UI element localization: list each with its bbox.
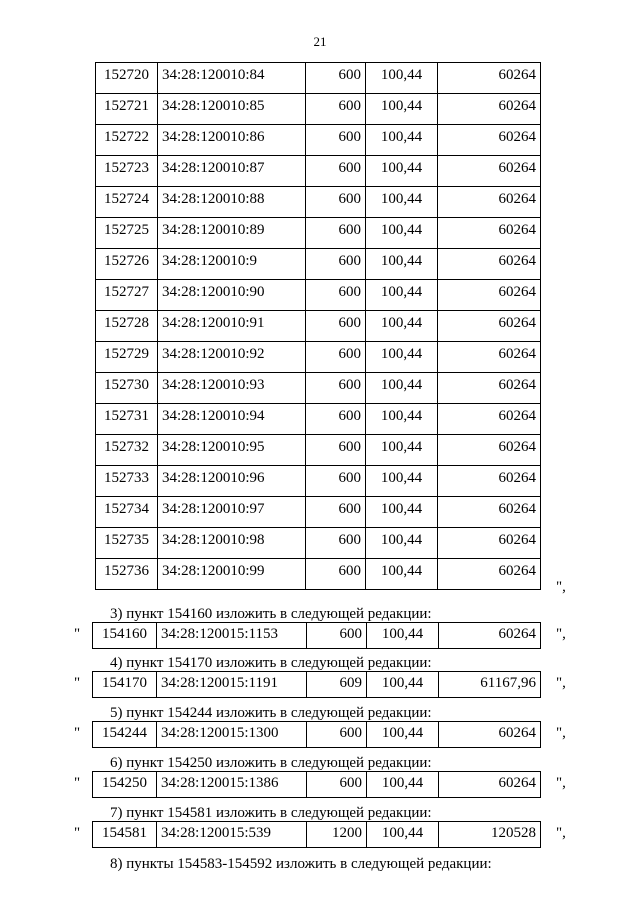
cell-rate: 100,44 — [366, 156, 438, 187]
cell-number: 152732 — [96, 435, 158, 466]
cell-rate: 100,44 — [367, 623, 439, 649]
parcel-table — [92, 771, 541, 798]
closing-quote: ", — [556, 825, 566, 841]
cell-total: 60264 — [438, 342, 541, 373]
parcel-table — [92, 821, 541, 848]
cell-total: 60264 — [438, 435, 541, 466]
cell-number: 152722 — [96, 125, 158, 156]
cell-number: 152734 — [96, 497, 158, 528]
cell-number: 154250 — [93, 772, 157, 798]
cell-rate: 100,44 — [367, 722, 439, 748]
cell-area: 600 — [306, 63, 366, 94]
parcels-table — [95, 62, 541, 590]
table-row — [96, 528, 541, 559]
cell-cadastral: 34:28:120010:97 — [158, 497, 306, 528]
cell-number: 154244 — [93, 722, 157, 748]
table-row — [93, 672, 541, 698]
parcel-table — [92, 622, 541, 649]
closing-quote: ", — [556, 725, 566, 741]
table-row — [96, 249, 541, 280]
cell-cadastral: 34:28:120010:99 — [158, 559, 306, 590]
page-number: 21 — [313, 34, 327, 49]
cell-area: 600 — [307, 772, 367, 798]
cell-number: 152730 — [96, 373, 158, 404]
cell-rate: 100,44 — [366, 63, 438, 94]
table-row — [96, 404, 541, 435]
cell-area: 600 — [306, 559, 366, 590]
cell-area: 600 — [306, 342, 366, 373]
cell-rate: 100,44 — [366, 497, 438, 528]
table-row — [96, 497, 541, 528]
cell-area: 600 — [306, 187, 366, 218]
opening-quote: " — [74, 675, 81, 691]
cell-total: 60264 — [438, 125, 541, 156]
parcel-table — [92, 671, 541, 698]
cell-area: 600 — [306, 466, 366, 497]
table-row — [93, 722, 541, 748]
cell-cadastral: 34:28:120010:88 — [158, 187, 306, 218]
cell-total: 60264 — [439, 623, 541, 649]
section-heading-3: 3) пункт 154160 изложить в следующей редакции: — [110, 606, 432, 622]
cell-number: 152721 — [96, 94, 158, 125]
cell-area: 600 — [306, 497, 366, 528]
table-row — [96, 311, 541, 342]
cell-cadastral: 34:28:120010:85 — [158, 94, 306, 125]
section-heading-5: 5) пункт 154244 изложить в следующей редакции: — [110, 705, 432, 721]
cell-cadastral: 34:28:120010:90 — [158, 280, 306, 311]
cell-total: 60264 — [438, 280, 541, 311]
cell-number: 152735 — [96, 528, 158, 559]
table-row — [96, 187, 541, 218]
cell-number: 152724 — [96, 187, 158, 218]
cell-rate: 100,44 — [366, 218, 438, 249]
cell-number: 152736 — [96, 559, 158, 590]
cell-cadastral: 34:28:120010:92 — [158, 342, 306, 373]
cell-rate: 100,44 — [366, 404, 438, 435]
cell-area: 600 — [306, 249, 366, 280]
cell-cadastral: 34:28:120015:1153 — [157, 623, 307, 649]
cell-rate: 100,44 — [366, 559, 438, 590]
cell-rate: 100,44 — [366, 280, 438, 311]
cell-rate: 100,44 — [366, 249, 438, 280]
cell-area: 600 — [306, 404, 366, 435]
cell-area: 600 — [306, 156, 366, 187]
table-row — [96, 94, 541, 125]
cell-total: 60264 — [438, 94, 541, 125]
cell-rate: 100,44 — [366, 528, 438, 559]
cell-rate: 100,44 — [367, 772, 439, 798]
cell-area: 609 — [307, 672, 367, 698]
cell-area: 600 — [306, 94, 366, 125]
cell-cadastral: 34:28:120015:1386 — [157, 772, 307, 798]
cell-rate: 100,44 — [367, 822, 439, 848]
table-row — [96, 373, 541, 404]
cell-cadastral: 34:28:120010:87 — [158, 156, 306, 187]
cell-cadastral: 34:28:120015:1300 — [157, 722, 307, 748]
cell-cadastral: 34:28:120010:9 — [158, 249, 306, 280]
cell-total: 60264 — [438, 63, 541, 94]
opening-quote: " — [74, 626, 81, 642]
cell-number: 152723 — [96, 156, 158, 187]
cell-rate: 100,44 — [366, 435, 438, 466]
cell-total: 61167,96 — [439, 672, 541, 698]
opening-quote: " — [74, 825, 81, 841]
cell-number: 154581 — [93, 822, 157, 848]
table-row — [96, 156, 541, 187]
cell-cadastral: 34:28:120015:539 — [157, 822, 307, 848]
table-row — [96, 280, 541, 311]
cell-cadastral: 34:28:120010:95 — [158, 435, 306, 466]
cell-cadastral: 34:28:120010:89 — [158, 218, 306, 249]
closing-quote: ", — [556, 775, 566, 791]
cell-number: 154160 — [93, 623, 157, 649]
section-heading-7: 7) пункт 154581 изложить в следующей редакции: — [110, 805, 432, 821]
cell-area: 600 — [307, 722, 367, 748]
cell-total: 60264 — [438, 249, 541, 280]
section-heading-6: 6) пункт 154250 изложить в следующей редакции: — [110, 755, 432, 771]
cell-area: 600 — [306, 125, 366, 156]
table-row — [93, 623, 541, 649]
cell-total: 60264 — [438, 311, 541, 342]
cell-cadastral: 34:28:120010:93 — [158, 373, 306, 404]
cell-rate: 100,44 — [366, 94, 438, 125]
cell-cadastral: 34:28:120015:1191 — [157, 672, 307, 698]
cell-rate: 100,44 — [366, 373, 438, 404]
cell-total: 60264 — [438, 156, 541, 187]
cell-number: 152725 — [96, 218, 158, 249]
cell-area: 600 — [306, 280, 366, 311]
table-row — [93, 772, 541, 798]
cell-number: 152728 — [96, 311, 158, 342]
cell-area: 600 — [306, 218, 366, 249]
cell-total: 60264 — [438, 528, 541, 559]
cell-number: 152726 — [96, 249, 158, 280]
table-row — [96, 466, 541, 497]
cell-number: 152731 — [96, 404, 158, 435]
cell-cadastral: 34:28:120010:96 — [158, 466, 306, 497]
cell-number: 152729 — [96, 342, 158, 373]
cell-rate: 100,44 — [366, 342, 438, 373]
cell-total: 60264 — [438, 559, 541, 590]
cell-cadastral: 34:28:120010:84 — [158, 63, 306, 94]
cell-rate: 100,44 — [366, 125, 438, 156]
closing-quote: ", — [556, 626, 566, 642]
table-row — [96, 218, 541, 249]
opening-quote: " — [74, 775, 81, 791]
cell-total: 60264 — [439, 772, 541, 798]
cell-cadastral: 34:28:120010:86 — [158, 125, 306, 156]
cell-total: 60264 — [438, 404, 541, 435]
table-row — [96, 342, 541, 373]
table-row — [96, 63, 541, 94]
table-row — [93, 822, 541, 848]
section-heading-8: 8) пункты 154583-154592 изложить в следующей редакции: — [110, 856, 492, 872]
cell-number: 152733 — [96, 466, 158, 497]
cell-rate: 100,44 — [366, 466, 438, 497]
cell-total: 60264 — [438, 218, 541, 249]
cell-area: 600 — [307, 623, 367, 649]
cell-area: 600 — [306, 311, 366, 342]
cell-total: 60264 — [438, 373, 541, 404]
section-heading-4: 4) пункт 154170 изложить в следующей редакции: — [110, 655, 432, 671]
cell-total: 60264 — [438, 187, 541, 218]
cell-total: 60264 — [438, 466, 541, 497]
table-row — [96, 125, 541, 156]
cell-area: 600 — [306, 435, 366, 466]
cell-number: 152727 — [96, 280, 158, 311]
closing-quote: ", — [556, 675, 566, 691]
cell-total: 120528 — [439, 822, 541, 848]
cell-area: 600 — [306, 528, 366, 559]
cell-rate: 100,44 — [367, 672, 439, 698]
parcel-table — [92, 721, 541, 748]
cell-cadastral: 34:28:120010:98 — [158, 528, 306, 559]
opening-quote: " — [74, 725, 81, 741]
cell-cadastral: 34:28:120010:94 — [158, 404, 306, 435]
cell-number: 154170 — [93, 672, 157, 698]
closing-quote: ", — [556, 578, 566, 595]
table-row — [96, 559, 541, 590]
cell-rate: 100,44 — [366, 187, 438, 218]
cell-total: 60264 — [438, 497, 541, 528]
cell-area: 1200 — [307, 822, 367, 848]
cell-total: 60264 — [439, 722, 541, 748]
cell-cadastral: 34:28:120010:91 — [158, 311, 306, 342]
cell-area: 600 — [306, 373, 366, 404]
cell-number: 152720 — [96, 63, 158, 94]
cell-rate: 100,44 — [366, 311, 438, 342]
table-row — [96, 435, 541, 466]
